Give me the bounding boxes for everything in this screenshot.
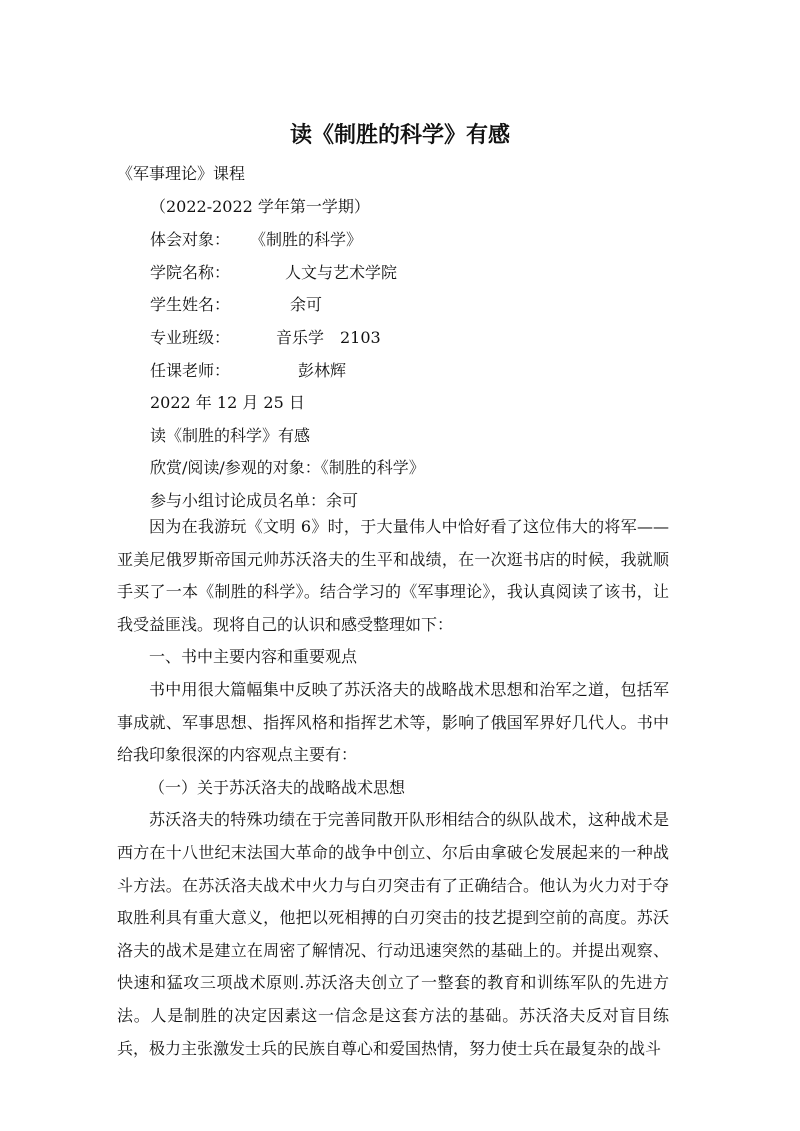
field-value: 彭林辉 [298, 361, 347, 380]
section-heading: 一、书中主要内容和重要观点 [149, 647, 358, 667]
paragraph: 苏沃洛夫的特殊功绩在于完善同散开队形相结合的纵队战术，这种战术是西方在十八世纪末法国大革命的战争中创立、尔后由拿破仑发展起来的一种战斗方法。在苏沃洛夫战术中火力与白刃突击有了正确结合。他认为火力对于夺取胜利具有重大意义，他把以死相搏的白刃突击的技艺提到空前的高度。苏沃洛夫的战术是建立在周密了解情况、行动迅速突然的基础上的。并提出观察、快速和猛攻三项战术原则.苏沃洛夫创立了一整套的教育和训练军队的先进方法。人是制胜的决定因素这一信念是这套方法的基础。苏沃洛夫反对盲目练兵，极力主张激发士兵的民族自尊心和爱国热情，努力使士兵在最复杂的战斗 [117, 810, 669, 1058]
field-value: 余可 [290, 295, 323, 314]
body-text [117, 511, 669, 1065]
field-label: 专业班级： [150, 328, 231, 347]
field-label: 学生姓名： [150, 295, 231, 314]
field-row [150, 262, 397, 284]
field-row [150, 294, 322, 316]
members-line: 参与小组讨论成员名单：余可 [150, 491, 359, 510]
field-value: 《制胜的科学》 [250, 230, 363, 249]
subsection-heading: （一）关于苏沃洛夫的战略战术思想 [149, 777, 406, 797]
course-name: 《军事理论》课程 [117, 164, 246, 183]
document-date: 2022 年 12 月 25 日 [150, 393, 305, 412]
paragraph: 书中用很大篇幅集中反映了苏沃洛夫的战略战术思想和治军之道，包括军事成就、军事思想、指挥风格和指挥艺术等，影响了俄国军界好几代人。书中给我印象很深的内容观点主要有： [117, 679, 669, 765]
field-value: 人文与艺术学院 [285, 263, 398, 282]
field-value: 音乐学 2103 [276, 328, 381, 347]
object-line: 欣赏/阅读/参观的对象：《制胜的科学》 [150, 458, 425, 477]
field-row [150, 360, 346, 382]
document-subtitle: 读《制胜的科学》有感 [150, 426, 311, 445]
document-title: 读《制胜的科学》有感 [289, 123, 510, 148]
paragraph: 因为在我游玩《文明 6》时，于大量伟人中恰好看了这位伟大的将军——亚美尼俄罗斯帝国元帅苏沃洛夫的生平和战绩，在一次逛书店的时候，我就顺手买了一本《制胜的科学》。结合学习的《军事理论》，我认真阅读了该书，让我受益匪浅。现将自己的认识和感受整理如下： [117, 517, 669, 634]
term: （2022-2022 学年第一学期） [150, 197, 370, 216]
field-row [150, 327, 381, 349]
field-label: 学院名称： [150, 263, 231, 282]
field-label: 任课老师： [150, 361, 231, 380]
field-row [150, 229, 362, 251]
field-label: 体会对象： [150, 230, 231, 249]
